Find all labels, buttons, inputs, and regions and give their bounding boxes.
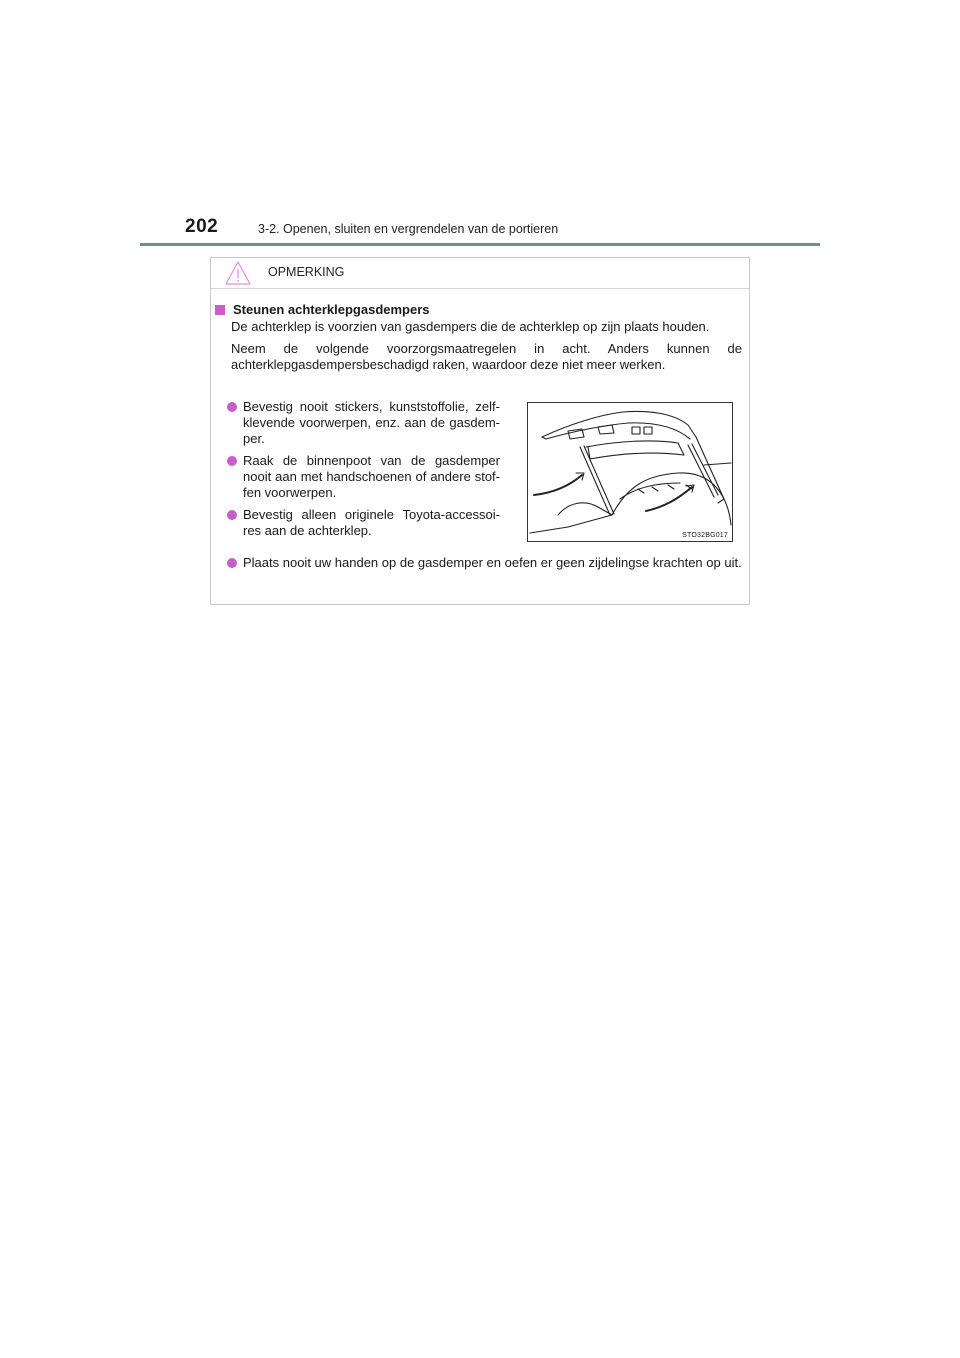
- bullet-text: Bevestig alleen originele Toyota-accessoi-res aan de achterklep.: [243, 507, 500, 538]
- bullet-text: Plaats nooit uw handen op de gasdemper en oefen er geen zijdelingse krachten op uit.: [243, 555, 742, 570]
- bullet-text: Bevestig nooit stickers, kunststoffolie, zelf-klevende voorwerpen, enz. aan de gasdem-per.: [243, 399, 500, 446]
- bullet-dot-icon: [227, 402, 237, 412]
- bullet-dot-icon: [227, 510, 237, 520]
- page-number: 202: [185, 216, 219, 237]
- notice-box: [210, 257, 750, 605]
- bullet-text: Raak de binnenpoot van de gasdemper nooit aan met handschoenen of andere stof-fen voorwerpen.: [243, 453, 500, 500]
- subheading-text: Steunen achterklepgasdempers: [233, 302, 430, 317]
- figure-code: STO32BG017: [682, 532, 728, 539]
- paragraph-intro: De achterklep is voorzien van gasdempers die de achterklep op zijn plaats houden.: [231, 319, 710, 334]
- warning-icon: [224, 260, 252, 286]
- bullet-dot-icon: [227, 558, 237, 568]
- notice-header: [211, 258, 749, 289]
- header-rule: [140, 243, 820, 246]
- tailgate-damper-illustration: [527, 402, 733, 542]
- paragraph-precautions: Neem de volgende voorzorgsmaatregelen in acht. Anders kunnen de achterklepgasdempersbeschadigd raken, waardoor deze niet meer werken.: [231, 341, 742, 372]
- tailgate-drawing: [528, 403, 732, 541]
- square-bullet-icon: [215, 305, 225, 315]
- section-title: 3-2. Openen, sluiten en vergrendelen van de portieren: [258, 222, 559, 236]
- bullet-dot-icon: [227, 456, 237, 466]
- notice-title: OPMERKING: [268, 265, 345, 279]
- notice-subheading: [211, 302, 430, 317]
